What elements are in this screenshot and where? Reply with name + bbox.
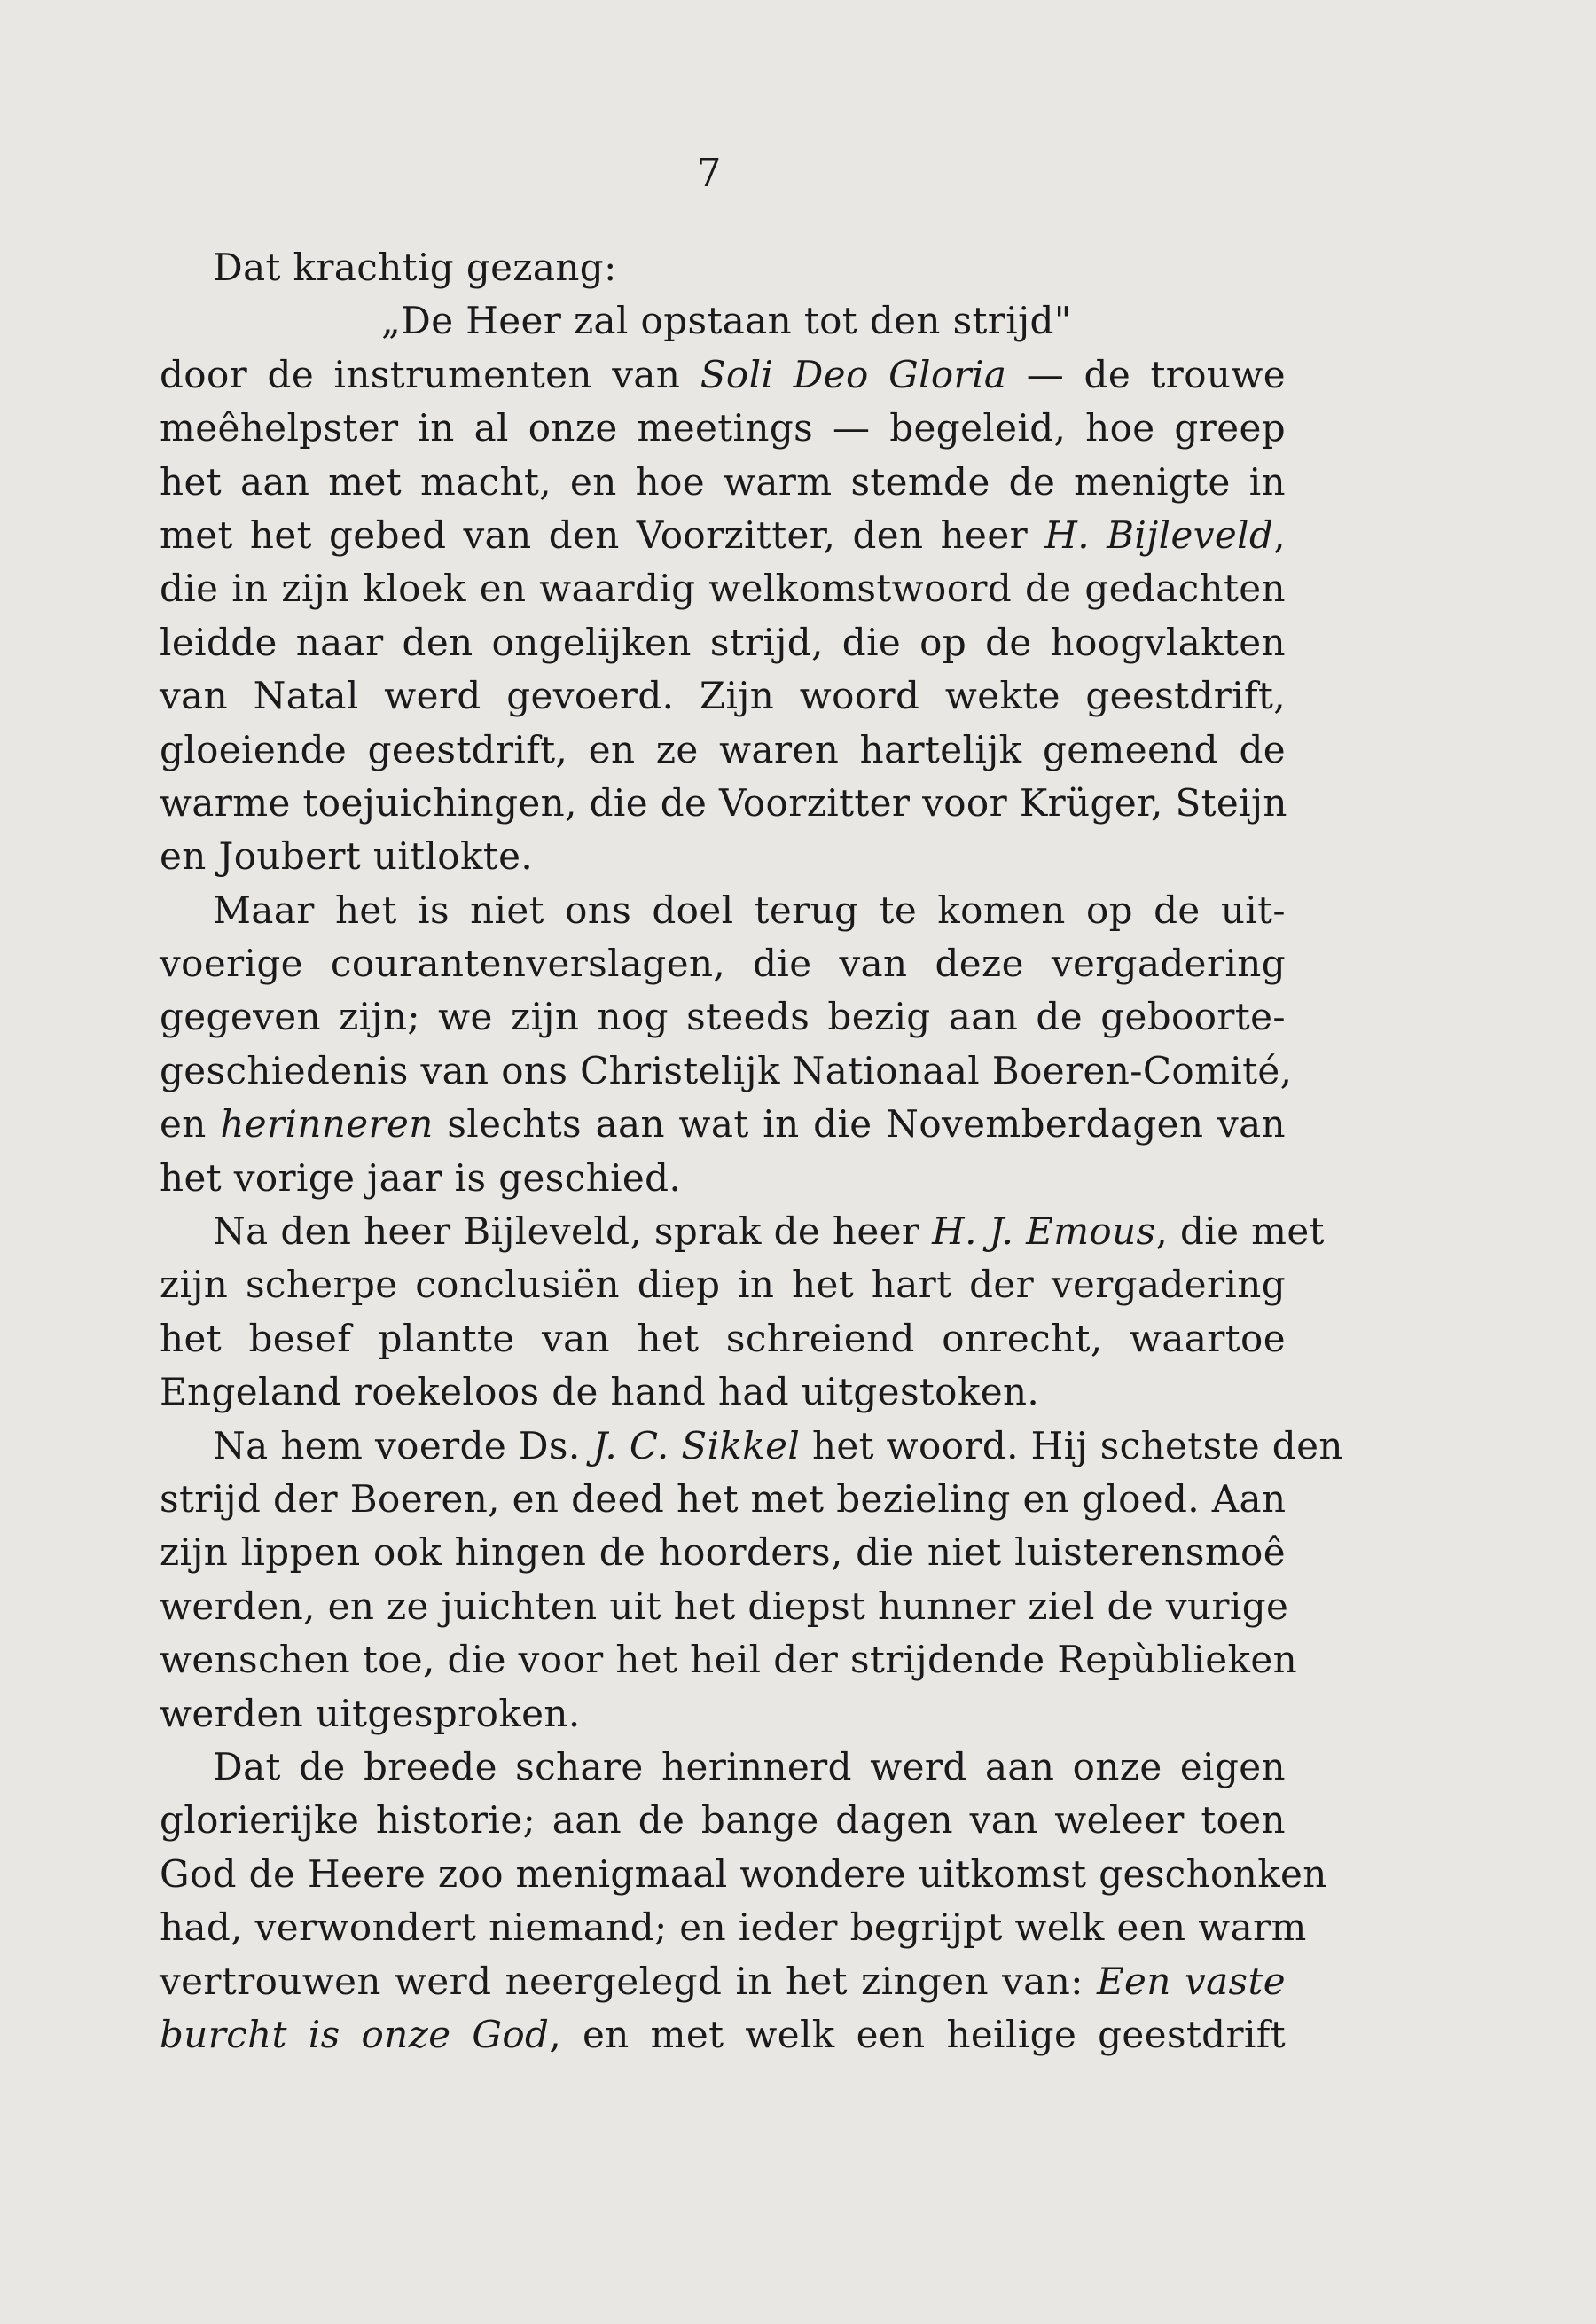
text-line	[160, 1580, 1289, 1633]
text-line	[160, 616, 1286, 669]
text-segment: met het gebed van den Voorzitter, den heer	[160, 513, 1045, 557]
text-line	[160, 1152, 1286, 1205]
text-line	[160, 669, 1286, 723]
text-line	[160, 1741, 1286, 1794]
text-segment: en Joubert uitlokte.	[160, 834, 534, 879]
text-line	[160, 1955, 1286, 2008]
text-line	[160, 509, 1286, 562]
text-segment: glorierijke historie; aan de bange dagen van weleer toen	[160, 1798, 1286, 1843]
text-segment: God de Heere zoo menigmaal wondere uitkomst geschonken	[160, 1851, 1327, 1896]
text-line	[160, 241, 1286, 294]
text-line	[160, 1205, 1325, 1258]
text-segment: en	[160, 1102, 221, 1146]
text-segment: warme toejuichingen, die de Voorzitter voor Krüger, Steijn	[160, 780, 1287, 825]
text-line	[160, 1687, 1286, 1741]
italic-text: Soli Deo Gloria	[700, 352, 1007, 396]
text-line	[160, 1473, 1286, 1526]
text-line	[160, 1848, 1327, 1901]
text-line	[160, 884, 1286, 937]
text-line	[160, 1901, 1307, 1954]
text-line	[160, 1794, 1286, 1847]
text-segment: Maar het is niet ons doel terug te komen op de uit-	[213, 888, 1286, 932]
text-segment: ,	[1273, 513, 1286, 557]
text-line	[160, 1045, 1293, 1098]
italic-text: H. J. Emous	[932, 1209, 1156, 1254]
text-segment: het besef plantte van het schreiend onrecht, waartoe	[160, 1316, 1286, 1360]
text-line	[160, 777, 1286, 830]
text-segment: van Natal werd gevoerd. Zijn woord wekte geestdrift,	[160, 674, 1286, 718]
body-text	[160, 241, 1343, 2062]
text-line	[160, 1098, 1286, 1151]
text-segment: geschiedenis van ons Christelijk Nationaal Boeren-Comité,	[160, 1048, 1293, 1092]
text-segment: zijn lippen ook hingen de hoorders, die niet luisterensmoê	[160, 1530, 1286, 1575]
text-line	[160, 937, 1286, 990]
text-segment: had, verwondert niemand; en ieder begrijpt welk een warm	[160, 1905, 1307, 1950]
text-segment: die in zijn kloek en waardig welkomstwoord de gedachten	[160, 567, 1286, 611]
text-line	[160, 1633, 1298, 1686]
text-segment: strijd der Boeren, en deed het met bezieling en gloed. Aan	[160, 1476, 1287, 1521]
text-line	[160, 990, 1286, 1044]
page-number: 7	[696, 151, 723, 196]
text-line	[160, 1258, 1286, 1311]
text-segment: meêhelpster in al onze meetings — begeleid, hoe greep	[160, 406, 1286, 450]
text-line	[160, 348, 1286, 402]
text-line	[160, 562, 1286, 615]
text-line	[160, 1526, 1286, 1579]
text-segment: vertrouwen werd neergelegd in het zingen van:	[160, 1959, 1097, 2003]
text-segment: Na den heer Bijleveld, sprak de heer	[213, 1209, 933, 1254]
text-line	[160, 830, 1286, 883]
text-line	[160, 456, 1286, 509]
text-segment: werden, en ze juichten uit het diepst hunner ziel de vurige	[160, 1584, 1289, 1628]
text-segment: Engeland roekeloos de hand had uitgestoken.	[160, 1370, 1040, 1414]
text-segment: werden uitgesproken.	[160, 1691, 581, 1735]
text-segment: voerige courantenverslagen, die van deze vergadering	[160, 942, 1286, 986]
text-segment: Dat de breede schare herinnerd werd aan onze eigen	[213, 1744, 1286, 1788]
text-segment: „De Heer zal opstaan tot den strijd"	[381, 299, 1072, 343]
text-segment: wenschen toe, die voor het heil der strijdende Repùblieken	[160, 1638, 1298, 1682]
text-segment: Dat krachtig gezang:	[213, 246, 617, 289]
text-line	[160, 1365, 1286, 1419]
text-segment: slechts aan wat in die Novemberdagen van	[433, 1102, 1286, 1146]
text-line	[160, 402, 1286, 455]
text-segment: door de instrumenten van	[160, 352, 700, 396]
italic-text: burcht is onze God	[160, 2012, 550, 2056]
text-segment: zijn scherpe conclusiën diep in het hart der vergadering	[160, 1263, 1286, 1307]
text-line	[160, 2008, 1286, 2062]
text-segment: gloeiende geestdrift, en ze waren hartelijk gemeend de	[160, 727, 1286, 771]
text-line	[160, 724, 1286, 777]
text-segment: het woord. Hij schetste den	[800, 1423, 1343, 1467]
italic-text: Een vaste	[1096, 1959, 1287, 2003]
text-segment: leidde naar den ongelijken strijd, die op de hoogvlakten	[160, 620, 1286, 664]
text-segment: gegeven zijn; we zijn nog steeds bezig aan de geboorte-	[160, 995, 1286, 1039]
text-segment: het vorige jaar is geschied.	[160, 1155, 682, 1200]
italic-text: herinneren	[220, 1102, 434, 1146]
italic-text: J. C. Sikkel	[592, 1423, 801, 1467]
text-segment: Na hem voerde Ds.	[213, 1423, 593, 1467]
italic-text: H. Bijleveld	[1044, 513, 1274, 557]
text-segment: — de trouwe	[1006, 352, 1286, 396]
text-segment: , en met welk een heilige geestdrift	[549, 2012, 1286, 2056]
text-line	[160, 294, 1286, 348]
text-line	[160, 1420, 1343, 1473]
text-line	[160, 1312, 1286, 1365]
text-segment: het aan met macht, en hoe warm stemde de menigte in	[160, 459, 1286, 504]
text-segment: , die met	[1155, 1209, 1325, 1254]
